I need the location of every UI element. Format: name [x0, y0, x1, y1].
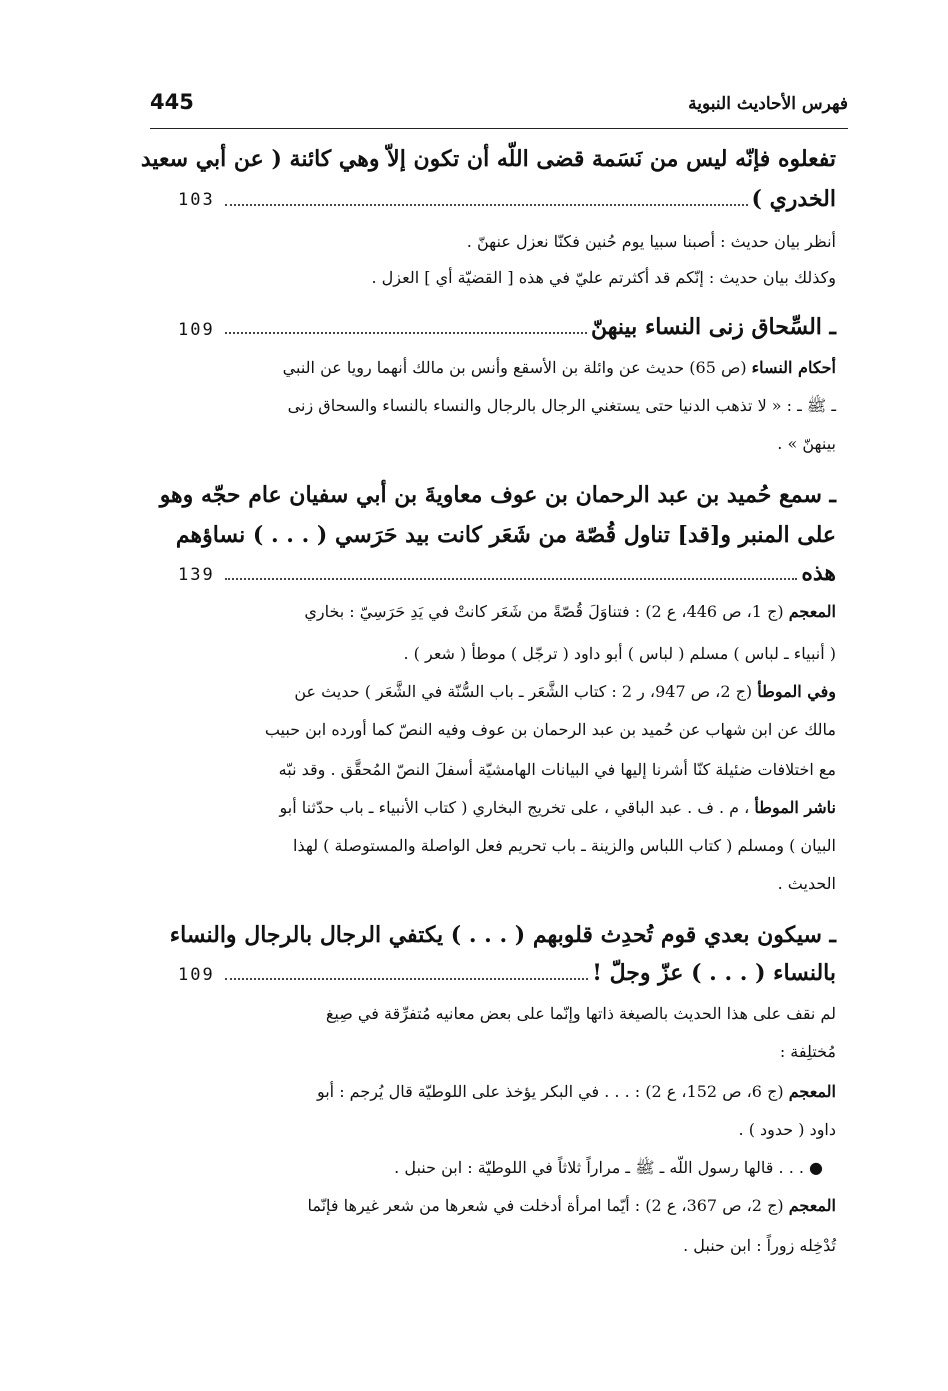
hadith-text: ـ السِّحاق زنى النساء بينهنّ	[591, 314, 836, 340]
note-line	[225, 682, 836, 701]
note-line: مُختلِفة :	[779, 1042, 836, 1061]
note-line: ( أنبياء ـ لباس ) مسلم ( لباس ) أبو داود ( ترجّل ) موطأ ( شعر ) .	[403, 644, 836, 663]
hadith-line: تفعلوه فإنّه ليس من نَسَمة قضى اللّه أن تكون إلاّ وهي كائنة ( عن أبي سعيد	[140, 146, 836, 172]
note-line	[225, 1196, 836, 1215]
note-line: مالك عن ابن شهاب عن حُميد بن عبد الرحمان بن عوف وفيه النصّ كما أورده ابن حبيب	[264, 720, 836, 739]
page-reference: 103	[178, 190, 215, 210]
leader-dots	[225, 977, 588, 980]
note-text: (ص 65) حديث عن وائلة بن الأسقع وأنس بن مالك أنهما رويا عن النبي	[282, 358, 752, 377]
leader-dots	[225, 577, 797, 580]
note-text: (ج 2، ص 947، ر 2 : كتاب الشَّعَر ـ باب السُّنّة في الشَّعَر ) حديث عن	[294, 682, 758, 701]
page-reference: 109	[178, 320, 215, 340]
header-title: فهرس الأحاديث النبوية	[688, 94, 848, 114]
page-reference: 109	[178, 965, 215, 985]
note-text: ، م . ف . عبد الباقي ، على تخريج البخاري ( كتاب الأنبياء ـ باب حدّثنا أبو	[279, 798, 755, 817]
hadith-line: ـ سيكون بعدي قوم تُحدِث قلوبهم ( . . . ) يكتفي الرجال بالرجال والنساء	[169, 922, 836, 948]
note-line: أنظر بيان حديث : أصبنا سبيا يوم حُنين فكنّا نعزل عنهنّ .	[466, 232, 836, 251]
source-name: المعجم	[788, 1196, 836, 1215]
note-line: الحديث .	[777, 874, 836, 893]
leader-dots	[225, 331, 587, 334]
hadith-line: ـ سمع حُميد بن عبد الرحمان بن عوف معاويةَ بن أبي سفيان عام حجّه وهو	[159, 482, 836, 508]
hadith-text: الخدري )	[751, 186, 836, 212]
note-line: وكذلك بيان حديث : إنّكم قد أكثرتم عليّ في هذه [ القضيّة أي ] العزل .	[371, 268, 836, 287]
note-line: تُدْخِله زوراً : ابن حنبل .	[683, 1236, 836, 1255]
leader-dots	[225, 203, 748, 206]
note-line: ـ ﷺ ـ : « لا تذهب الدنيا حتى يستغني الرجال بالرجال والنساء بالنساء والسحاق زنى	[287, 396, 836, 415]
source-name: المعجم	[788, 602, 836, 621]
note-text: (ج 6، ص 152، ع 2) : . . . في البكر يؤخذ على اللوطيّة قال يُرجم : أبو	[316, 1082, 789, 1101]
note-line	[225, 602, 836, 621]
source-name: وفي الموطأ	[757, 682, 836, 701]
running-header	[150, 88, 848, 129]
hadith-line	[225, 960, 836, 986]
page-number: 445	[150, 90, 194, 114]
hadith-line	[225, 560, 836, 586]
hadith-text: هذه	[801, 560, 836, 586]
hadith-line	[225, 186, 836, 212]
page-reference: 139	[178, 565, 215, 585]
note-text: (ج 1، ص 446، ع 2) : فتناوَلَ قُصّةً من شَعَر كانتْ في يَدِ حَرَسِيّ : بخاري	[304, 602, 789, 621]
source-name: أحكام النساء	[751, 358, 836, 377]
source-name: المعجم	[788, 1082, 836, 1101]
note-line	[225, 358, 836, 377]
note-text: (ج 2، ص 367، ع 2) : أيّما امرأة أدخلت في شعرها من شعر غيرها فإنّما	[307, 1196, 789, 1215]
note-line: داود ( حدود ) .	[738, 1120, 836, 1139]
note-line	[225, 798, 836, 817]
hadith-line: على المنبر و[قد] تناول قُصّة من شَعَر كانت بيد حَرَسي ( . . . ) نساؤهم	[175, 522, 836, 548]
hadith-text: بالنساء ( . . . ) عزّ وجلّ !	[592, 960, 836, 986]
note-line: مع اختلافات ضئيلة كنّا أشرنا إليها في البيانات الهامشيّة أسفلَ النصّ المُحقَّق . وقد نبّه	[278, 760, 836, 779]
hadith-line	[225, 314, 836, 340]
note-line	[225, 1082, 836, 1101]
source-name: ناشر الموطأ	[754, 798, 836, 817]
note-line: بينهنّ » .	[777, 434, 836, 453]
note-line: البيان ) ومسلم ( كتاب اللباس والزينة ـ باب تحريم فعل الواصلة والمستوصلة ) لهذا	[293, 836, 836, 855]
note-line: لم نقف على هذا الحديث بالصيغة ذاتها وإنّما على بعض معانيه مُتفرِّقة في صِيغ	[325, 1004, 836, 1023]
note-line: ● . . . قالها رسول اللّه ـ ﷺ ـ مراراً ثلاثاً في اللوطيّة : ابن حنبل .	[394, 1158, 823, 1177]
